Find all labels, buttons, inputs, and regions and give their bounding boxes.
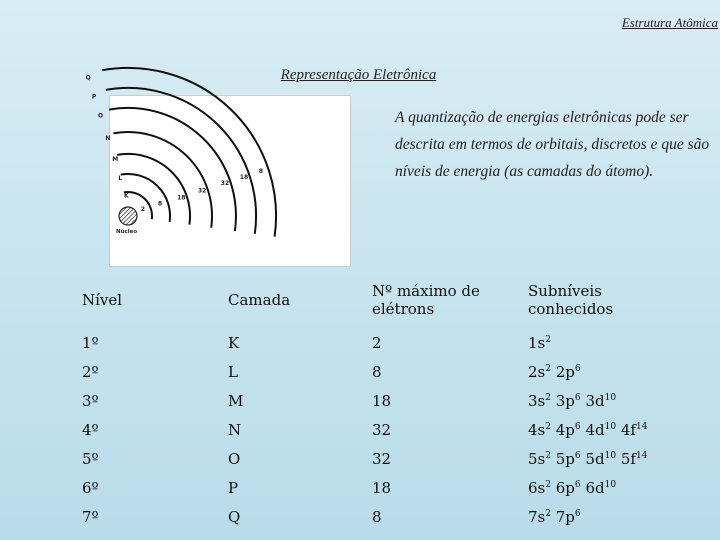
table-row: [70, 502, 720, 531]
levels-table: [70, 272, 720, 531]
shell-capacity-label: 2: [140, 206, 146, 214]
cell-max-eletrons: 32: [372, 420, 392, 439]
sublevel: [528, 450, 551, 468]
sublevel: [556, 392, 581, 410]
shell-label: K: [124, 192, 129, 200]
sublevel-name: 5f: [620, 449, 636, 468]
sublevel-name: 3p: [555, 391, 575, 410]
sublevel-electrons: 2: [545, 392, 551, 403]
slide-title: Representação Eletrônica: [280, 67, 437, 83]
sublevel: [528, 479, 551, 497]
cell-max-eletrons: 2: [372, 333, 382, 352]
nucleus: [119, 207, 137, 225]
cell-subniveis: [516, 473, 720, 502]
sublevel-electrons: 14: [635, 421, 648, 432]
sublevel: [585, 421, 616, 439]
shell-label: P: [91, 93, 97, 101]
sublevel: [585, 479, 616, 497]
shell-label: M: [112, 156, 119, 164]
cell-camada: L: [228, 362, 238, 381]
sublevel-name: 5p: [555, 449, 575, 468]
cell-camada: N: [228, 420, 242, 439]
cell-subniveis: [516, 386, 720, 415]
sublevel-electrons: 2: [545, 363, 551, 374]
sublevel-electrons: 6: [574, 479, 581, 490]
sublevel-electrons: 10: [604, 450, 617, 461]
shell-label: O: [98, 112, 104, 120]
sublevel: [556, 363, 581, 381]
nucleus-label: Núcleo: [116, 229, 138, 235]
shell-label: Q: [85, 74, 91, 82]
cell-nivel: 7º: [82, 507, 99, 526]
cell-subniveis: [516, 415, 720, 444]
sublevel: [528, 508, 551, 526]
header-sub-line1: Subníveis: [528, 282, 602, 300]
shell-label: L: [118, 175, 123, 183]
shell-capacity-label: 18: [239, 174, 249, 182]
sublevel: [528, 334, 551, 352]
table-row: [70, 444, 720, 473]
cell-subniveis: [516, 502, 720, 531]
header-nivel: Nível: [82, 291, 123, 309]
sublevel-name: 6d: [585, 478, 605, 497]
description-text: A quantização de energias eletrônicas pode ser descrita em termos de orbitais, discretos e que são níveis de energia (as camadas do átomo).: [395, 109, 710, 180]
cell-camada: Q: [228, 507, 241, 526]
cell-max-eletrons: 8: [372, 507, 382, 526]
header-max-line2: elétrons: [372, 300, 435, 318]
shell-capacity-label: 32: [220, 180, 230, 188]
sublevel-name: 5s: [528, 449, 546, 468]
sublevel-name: 7p: [555, 507, 575, 526]
header-camada: Camada: [228, 291, 291, 309]
table-row: [70, 357, 720, 386]
cell-camada: M: [228, 391, 244, 410]
header-title: Estrutura Atômica: [621, 15, 718, 30]
table-body: [70, 328, 720, 531]
cell-max-eletrons: 18: [372, 391, 392, 410]
cell-nivel: 5º: [82, 449, 99, 468]
sublevel-electrons: 10: [604, 421, 617, 432]
sublevel: [585, 392, 616, 410]
cell-nivel: 6º: [82, 478, 99, 497]
sublevel: [556, 479, 581, 497]
sublevel: [528, 421, 551, 439]
sublevel-electrons: 6: [574, 450, 581, 461]
slide-title-wrap: [0, 64, 720, 84]
sublevel: [556, 450, 581, 468]
header-sub-line2: conhecidos: [528, 300, 614, 318]
sublevel-electrons: 6: [574, 421, 581, 432]
shell-label: N: [105, 135, 111, 143]
cell-camada: P: [228, 478, 239, 497]
sublevel-electrons: 6: [574, 363, 581, 374]
sublevel-name: 4f: [620, 420, 636, 439]
header-max-line1: Nº máximo de: [372, 282, 480, 300]
sublevel: [585, 450, 616, 468]
sublevel-name: 4s: [528, 420, 546, 439]
sublevel-name: 5d: [585, 449, 605, 468]
cell-max-eletrons: 8: [372, 362, 382, 381]
sublevel-name: 3d: [585, 391, 605, 410]
cell-nivel: 4º: [82, 420, 99, 439]
header-subniveis: [516, 272, 720, 328]
cell-subniveis: [516, 357, 720, 386]
sublevel-name: 7s: [528, 507, 546, 526]
cell-max-eletrons: 18: [372, 478, 392, 497]
cell-nivel: 3º: [82, 391, 99, 410]
sublevel: [621, 421, 648, 439]
sublevel-electrons: 10: [604, 479, 617, 490]
atomic-shells-diagram: [85, 74, 351, 267]
sublevel-name: 3s: [528, 391, 546, 410]
table-row: [70, 415, 720, 444]
sublevel-electrons: 6: [574, 392, 581, 403]
sublevel-name: 4p: [555, 420, 575, 439]
sublevel-electrons: 6: [574, 508, 581, 519]
shell-capacity-label: 18: [177, 194, 186, 202]
shell-capacity-label: 8: [258, 167, 264, 175]
sublevel-electrons: 2: [545, 334, 551, 345]
sublevel-name: 6s: [528, 478, 546, 497]
sublevel-name: 1s: [528, 333, 546, 352]
shell-capacity-label: 32: [198, 187, 207, 195]
sublevel-electrons: 14: [635, 450, 648, 461]
sublevel-name: 4d: [585, 420, 605, 439]
sublevel-electrons: 2: [545, 421, 551, 432]
cell-camada: O: [228, 449, 241, 468]
shells-svg: [85, 74, 350, 266]
cell-subniveis: [516, 444, 720, 473]
sublevel: [556, 508, 581, 526]
header-max-eletrons: [360, 272, 516, 328]
sublevel-electrons: 2: [545, 479, 551, 490]
shell-capacity-label: 8: [158, 200, 163, 208]
cell-max-eletrons: 32: [372, 449, 392, 468]
table-row: [70, 473, 720, 502]
sublevel: [556, 421, 581, 439]
cell-nivel: 1º: [82, 333, 99, 352]
cell-nivel: 2º: [82, 362, 99, 381]
sublevel-electrons: 2: [545, 508, 551, 519]
sublevel-electrons: 10: [604, 392, 617, 403]
sublevel: [621, 450, 648, 468]
cell-camada: K: [228, 333, 240, 352]
sublevel-name: 2p: [555, 362, 575, 381]
sublevel: [528, 363, 551, 381]
sublevel-name: 6p: [555, 478, 575, 497]
sublevel-name: 2s: [528, 362, 546, 381]
sublevel: [528, 392, 551, 410]
sublevel-electrons: 2: [545, 450, 551, 461]
table-header-row: [70, 272, 720, 328]
cell-subniveis: [516, 328, 720, 357]
table-row: [70, 328, 720, 357]
table-row: [70, 386, 720, 415]
